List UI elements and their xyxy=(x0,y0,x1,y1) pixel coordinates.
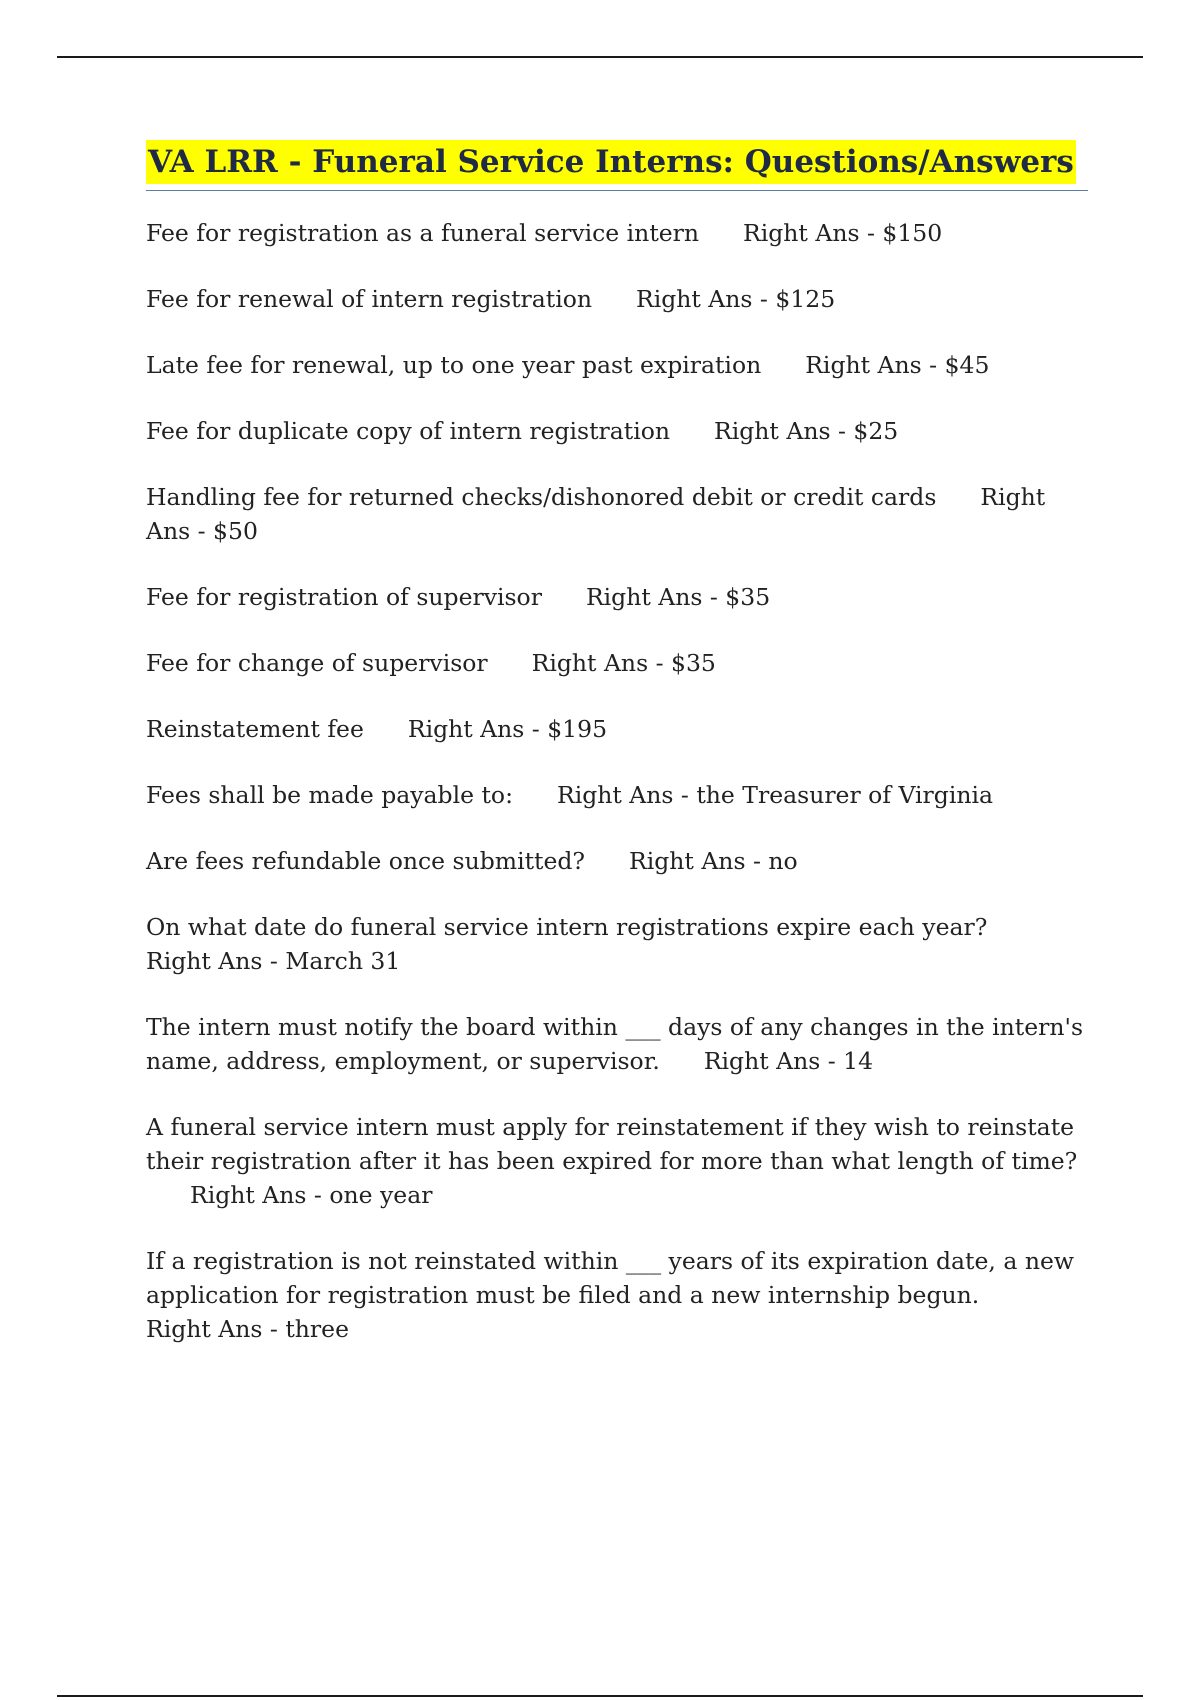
question-text: If a registration is not reinstated within ___ years of its expiration date, a new application for registration must be filed and a new internship begun. xyxy=(146,1247,1074,1309)
qa-item xyxy=(146,712,1088,746)
document-title: VA LRR - Funeral Service Interns: Questions/Answers xyxy=(146,140,1076,184)
qa-item xyxy=(146,778,1088,812)
qa-item xyxy=(146,216,1088,250)
answer-text: Right Ans - one year xyxy=(190,1181,433,1209)
question-text: A funeral service intern must apply for reinstatement if they wish to reinstate their registration after it has been expired for more than what length of time? xyxy=(146,1113,1078,1175)
answer-text: Right Ans - $50 xyxy=(146,483,1046,545)
question-text: The intern must notify the board within ___ days of any changes in the intern's name, address, employment, or supervisor. xyxy=(146,1013,1084,1075)
question-text: On what date do funeral service intern registrations expire each year? xyxy=(146,913,988,941)
qa-item xyxy=(146,1110,1088,1212)
question-text: Reinstatement fee xyxy=(146,715,364,743)
answer-text: Right Ans - $35 xyxy=(585,583,771,611)
answer-text: Right Ans - $150 xyxy=(743,219,943,247)
answer-text: Right Ans - three xyxy=(146,1315,349,1343)
qa-item xyxy=(146,910,1088,978)
answer-text: Right Ans - the Treasurer of Virginia xyxy=(557,781,994,809)
qa-item xyxy=(146,844,1088,878)
question-text: Fee for registration as a funeral service intern xyxy=(146,219,700,247)
title-underline xyxy=(146,140,1088,191)
question-text: Handling fee for returned checks/dishonored debit or credit cards xyxy=(146,483,937,511)
answer-text: Right Ans - 14 xyxy=(703,1047,874,1075)
qa-item xyxy=(146,480,1088,548)
qa-item xyxy=(146,282,1088,316)
qa-item xyxy=(146,1010,1088,1078)
qa-item xyxy=(146,414,1088,448)
answer-text: Right Ans - $45 xyxy=(805,351,990,379)
answer-text: Right Ans - $35 xyxy=(531,649,716,677)
question-text: Fee for change of supervisor xyxy=(146,649,488,677)
answer-text: Right Ans - $125 xyxy=(636,285,836,313)
question-text: Are fees refundable once submitted? xyxy=(146,847,586,875)
question-text: Fees shall be made payable to: xyxy=(146,781,513,809)
qa-item xyxy=(146,1244,1088,1346)
document-body xyxy=(146,140,1088,1378)
answer-text: Right Ans - no xyxy=(629,847,798,875)
answer-text: Right Ans - $195 xyxy=(407,715,608,743)
qa-item xyxy=(146,646,1088,680)
question-text: Fee for duplicate copy of intern registration xyxy=(146,417,671,445)
answer-text: Right Ans - $25 xyxy=(714,417,899,445)
answer-text: Right Ans - March 31 xyxy=(146,947,401,975)
bottom-divider xyxy=(57,1695,1143,1697)
question-text: Fee for registration of supervisor xyxy=(146,583,542,611)
top-divider xyxy=(57,56,1143,58)
qa-item xyxy=(146,348,1088,382)
qa-item xyxy=(146,580,1088,614)
question-text: Late fee for renewal, up to one year past expiration xyxy=(146,351,762,379)
question-text: Fee for renewal of intern registration xyxy=(146,285,592,313)
